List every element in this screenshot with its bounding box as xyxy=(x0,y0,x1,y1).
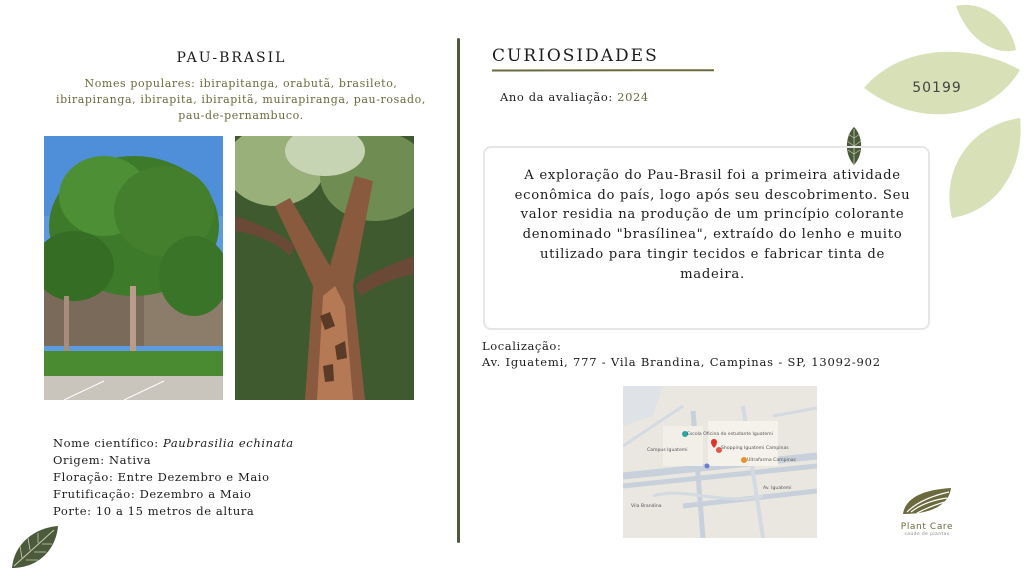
tree-photo xyxy=(44,136,223,400)
map-label-area: Vila Brandina xyxy=(631,504,662,509)
plant-specs xyxy=(53,435,294,520)
plant-title: PAU-BRASIL xyxy=(176,50,287,66)
map-label-place: Ultrafarma Campinas xyxy=(747,458,796,463)
column-divider xyxy=(457,38,460,543)
map-label-place: Campus Iguatemi xyxy=(647,448,688,453)
section-title: CURIOSIDADES xyxy=(492,46,659,66)
scientific-name-label: Nome científico: xyxy=(53,436,159,450)
size-row: Porte: 10 a 15 metros de altura xyxy=(53,504,255,518)
flowering-row: Floração: Entre Dezembro e Maio xyxy=(53,470,270,484)
location-label: Localização: xyxy=(482,339,562,353)
badge-number: 50199 xyxy=(912,80,962,96)
map-label-place: Shopping Iguatemi Campinas xyxy=(721,446,789,451)
brand-tagline: saúde de plantas xyxy=(904,532,950,537)
origin-row: Origem: Nativa xyxy=(53,453,152,467)
location-map[interactable] xyxy=(623,386,817,538)
plant-care-logo-mark xyxy=(899,486,955,516)
map-label-road: Av. Iguatemi xyxy=(763,486,792,491)
brand-name: Plant Care xyxy=(900,522,954,532)
map-pin-icon xyxy=(705,464,710,469)
curiosity-text: A exploração do Pau-Brasil foi a primeira atividade econômica do país, logo após seu descobrimento. Seu valor residia na produção de um princípio colorante denominado "brasílinea", extraído do lenho e muito utilizado para tingir tecidos e fabricar tinta de madeira. xyxy=(514,168,911,282)
location-address[interactable]: Av. Iguatemi, 777 - Vila Brandina, Campinas - SP, 13092-902 xyxy=(482,355,881,369)
title-underline xyxy=(492,69,714,72)
fruiting-row: Frutificação: Dezembro a Maio xyxy=(53,487,252,501)
map-label-place: Escola Oficina do estudante Iguatemi xyxy=(687,432,773,437)
plant-care-logo xyxy=(895,486,959,537)
popular-names: Nomes populares: ibirapitanga, orabutã, brasileto, ibirapiranga, ibirapita, ibirapitã, muirapiranga, pau-rosado, pau-de-pernambuco. xyxy=(56,77,426,122)
scientific-name-row xyxy=(53,435,294,452)
leaf-shape xyxy=(949,118,1020,218)
year-value: 2024 xyxy=(617,90,649,104)
leaf-icon xyxy=(8,522,62,572)
curiosity-card xyxy=(483,146,930,330)
leaf-shape xyxy=(956,5,1016,51)
trunk-photo xyxy=(235,136,414,400)
scientific-name-value: Paubrasilia echinata xyxy=(163,436,294,450)
evaluation-year xyxy=(500,90,649,104)
year-label: Ano da avaliação: xyxy=(500,90,613,104)
